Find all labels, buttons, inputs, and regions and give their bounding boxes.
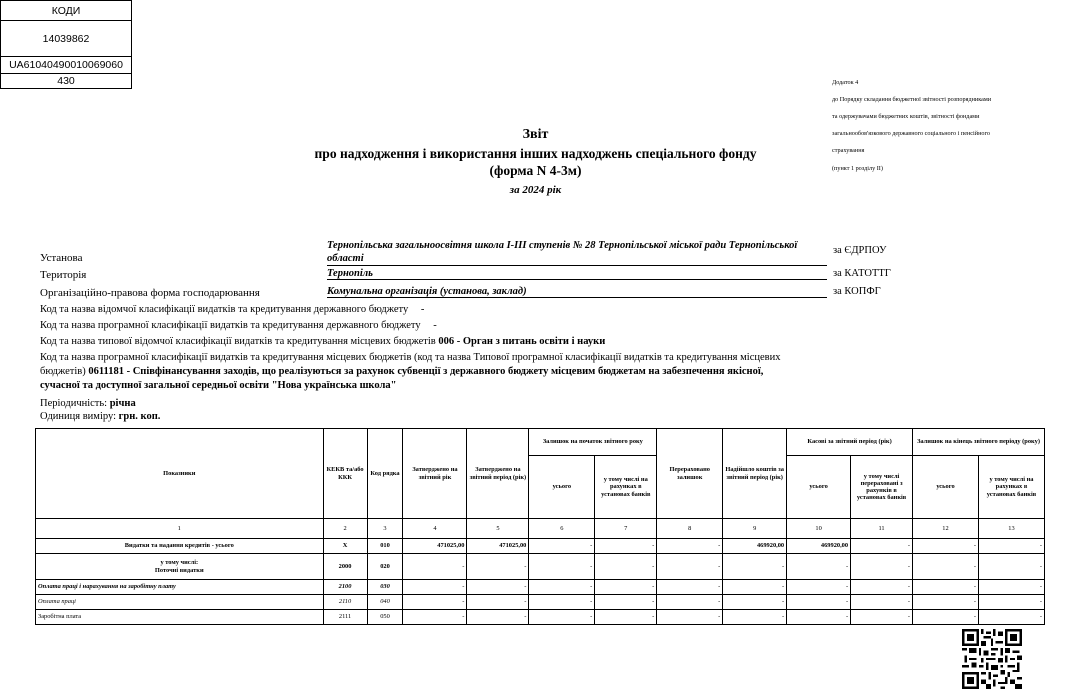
org-form-value: Комунальна організація (установа, заклад): [327, 286, 827, 298]
report-subtitle: про надходження і використання інших надходжень спеціального фонду: [314, 146, 757, 161]
departmental-label: Код та назва відомчої класифікації видатків та кредитування державного бюджету: [40, 304, 409, 315]
row-kekv: 2111: [323, 610, 367, 625]
header-approved-period: Затверджено на звітний період (рік): [467, 429, 529, 519]
row-cell: -: [978, 539, 1044, 554]
column-number: 3: [367, 519, 403, 539]
row-cell: -: [851, 580, 913, 595]
column-numbers-row: [36, 519, 1045, 539]
table-row: [36, 610, 1045, 625]
column-number: 1: [36, 519, 324, 539]
header-incl-transferred-banks: у тому числі перераховані з рахунків в установах банків: [851, 456, 913, 519]
row-code: 030: [367, 580, 403, 595]
local-classification: [40, 351, 800, 393]
row-cell: -: [787, 595, 851, 610]
table-row: [36, 554, 1045, 580]
column-number: 11: [851, 519, 913, 539]
row-cell: -: [595, 580, 657, 595]
row-cell: -: [595, 595, 657, 610]
row-kekv: X: [323, 539, 367, 554]
row-cell: -: [467, 595, 529, 610]
row-cell: -: [657, 580, 723, 595]
row-cell: -: [529, 595, 595, 610]
row-name: у тому числі: Поточні видатки: [36, 554, 324, 580]
header-balance-end: Залишок на кінець звітного періоду (року): [913, 429, 1045, 456]
row-cell: -: [787, 580, 851, 595]
header-incl-banks: у тому числі на рахунках в установах банків: [978, 456, 1044, 519]
row-cell: -: [403, 580, 467, 595]
org-form-label: Організаційно-правова форма господарювання: [40, 287, 260, 299]
codes-header: КОДИ: [1, 1, 132, 21]
table-row: [36, 580, 1045, 595]
row-cell: -: [657, 610, 723, 625]
appendix-line: (пункт 1 розділу ІІ): [832, 164, 883, 172]
row-cell: -: [723, 580, 787, 595]
codes-table: [0, 0, 132, 89]
appendix-line: загальнообов'язкового державного соціального і пенсійного: [832, 130, 990, 138]
appendix-line: Додаток 4: [832, 78, 859, 86]
column-number: 7: [595, 519, 657, 539]
appendix-line: страхування: [832, 147, 865, 155]
row-cell: -: [595, 610, 657, 625]
header-balance-start: Залишок на початок звітного року: [529, 429, 657, 456]
unit-value: грн. коп.: [118, 411, 161, 422]
header-incl-banks: у тому числі на рахунках в установах банків: [595, 456, 657, 519]
row-cell: -: [657, 554, 723, 580]
row-cell: -: [723, 610, 787, 625]
row-cell: -: [978, 554, 1044, 580]
row-cell: -: [529, 580, 595, 595]
row-cell: -: [529, 539, 595, 554]
typical-label: Код та назва типової відомчої класифікації видатків та кредитування місцевих бюджетів: [40, 336, 436, 347]
row-cell: 471025,00: [403, 539, 467, 554]
row-cell: -: [595, 539, 657, 554]
periodicity-value: річна: [109, 398, 136, 409]
appendix-line: та одержувачами бюджетних коштів, звітності фондами: [832, 112, 980, 120]
row-cell: -: [851, 554, 913, 580]
katottg-code: UA61040490010069060: [1, 57, 132, 74]
row-cell: -: [787, 610, 851, 625]
row-cell: 471025,00: [467, 539, 529, 554]
header-total: усього: [529, 456, 595, 519]
row-cell: -: [978, 595, 1044, 610]
table-row: [36, 595, 1045, 610]
header-kekv: КЕКВ та/або ККК: [323, 429, 367, 519]
institution-label: Установа: [40, 252, 83, 264]
row-cell: -: [913, 595, 979, 610]
column-number: 10: [787, 519, 851, 539]
column-number: 13: [978, 519, 1044, 539]
appendix-line: до Порядку складання бюджетної звітності розпорядниками: [832, 95, 992, 103]
row-cell: -: [723, 595, 787, 610]
row-cell: -: [913, 554, 979, 580]
header-indicators: Показники: [36, 429, 324, 519]
unit-label: Одиниця виміру:: [40, 411, 116, 422]
column-number: 5: [467, 519, 529, 539]
program-classification: [40, 319, 437, 333]
row-kekv: 2000: [323, 554, 367, 580]
header-cash-expenses: Касові за звітний період (рік): [787, 429, 913, 456]
unit: [40, 410, 160, 424]
header-transferred: Перераховано залишок: [657, 429, 723, 519]
kopfg-label: за КОПФГ: [833, 286, 881, 297]
territory-value: Тернопіль: [327, 268, 827, 280]
header-row-code: Код рядка: [367, 429, 403, 519]
program-label: Код та назва програмної класифікації видатків та кредитування державного бюджету: [40, 320, 421, 331]
typical-value: 006 - Орган з питань освіти і науки: [438, 336, 606, 347]
column-number: 2: [323, 519, 367, 539]
row-cell: -: [529, 610, 595, 625]
periodicity: [40, 397, 136, 411]
row-cell: -: [851, 610, 913, 625]
edrpou-label: за ЄДРПОУ: [833, 245, 887, 256]
local-label: Код та назва програмної класифікації видатків та кредитування місцевих бюджетів (код та назва Типової програмної класифікації видатків та кредитування місцевих бюджетів): [40, 352, 781, 377]
departmental-classification: [40, 303, 424, 317]
row-cell: -: [467, 580, 529, 595]
header-total: усього: [913, 456, 979, 519]
row-code: 040: [367, 595, 403, 610]
row-cell: -: [467, 610, 529, 625]
katottg-label: за КАТОТТГ: [833, 268, 891, 279]
report-table: [35, 428, 1045, 625]
row-cell: 469920,00: [723, 539, 787, 554]
kopfg-code: 430: [1, 74, 132, 89]
typical-classification: [40, 335, 605, 349]
row-kekv: 2110: [323, 595, 367, 610]
row-cell: 469920,00: [787, 539, 851, 554]
row-cell: -: [403, 554, 467, 580]
column-number: 8: [657, 519, 723, 539]
row-cell: -: [851, 539, 913, 554]
header-received: Надійшло коштів за звітний період (рік): [723, 429, 787, 519]
row-name: Оплата праці і нарахування на заробітну плату: [36, 580, 324, 595]
report-title: Звіт: [522, 127, 549, 142]
row-cell: -: [851, 595, 913, 610]
header-total: усього: [787, 456, 851, 519]
departmental-value: -: [420, 304, 425, 315]
row-cell: -: [657, 595, 723, 610]
row-cell: -: [467, 554, 529, 580]
row-name: Видатки та надання кредитів - усього: [36, 539, 324, 554]
report-period: за 2024 рік: [509, 184, 562, 196]
row-cell: -: [913, 610, 979, 625]
edrpou-code: 14039862: [1, 21, 132, 57]
row-cell: -: [529, 554, 595, 580]
row-cell: -: [978, 610, 1044, 625]
column-number: 12: [913, 519, 979, 539]
row-code: 010: [367, 539, 403, 554]
report-form: (форма N 4-3м): [489, 163, 582, 178]
header-approved-year: Затверджено на звітний рік: [403, 429, 467, 519]
row-name: Оплата праці: [36, 595, 324, 610]
periodicity-label: Періодичність:: [40, 398, 108, 409]
row-cell: -: [913, 580, 979, 595]
qr-code-icon: [962, 629, 1022, 689]
row-cell: -: [978, 580, 1044, 595]
institution-value: Тернопільська загальноосвітня школа І-ІІІ ступенів № 28 Тернопільської міської ради Тернопільської області: [327, 239, 827, 266]
column-number: 9: [723, 519, 787, 539]
row-cell: -: [403, 595, 467, 610]
row-cell: -: [723, 554, 787, 580]
row-cell: -: [913, 539, 979, 554]
row-kekv: 2100: [323, 580, 367, 595]
row-cell: -: [787, 554, 851, 580]
row-code: 020: [367, 554, 403, 580]
row-cell: -: [657, 539, 723, 554]
program-value: -: [433, 320, 437, 331]
table-row: [36, 539, 1045, 554]
row-code: 050: [367, 610, 403, 625]
row-name: Заробітна плата: [36, 610, 324, 625]
territory-label: Територія: [40, 269, 87, 281]
column-number: 4: [403, 519, 467, 539]
column-number: 6: [529, 519, 595, 539]
row-cell: -: [403, 610, 467, 625]
local-value: 0611181 - Співфінансування заходів, що реалізуються за рахунок субвенції з державного бюджету місцевим бюджетам на забезпечення якісної, сучасної та доступної загальної середньої освіти "Нова українська школа": [40, 366, 764, 391]
row-cell: -: [595, 554, 657, 580]
